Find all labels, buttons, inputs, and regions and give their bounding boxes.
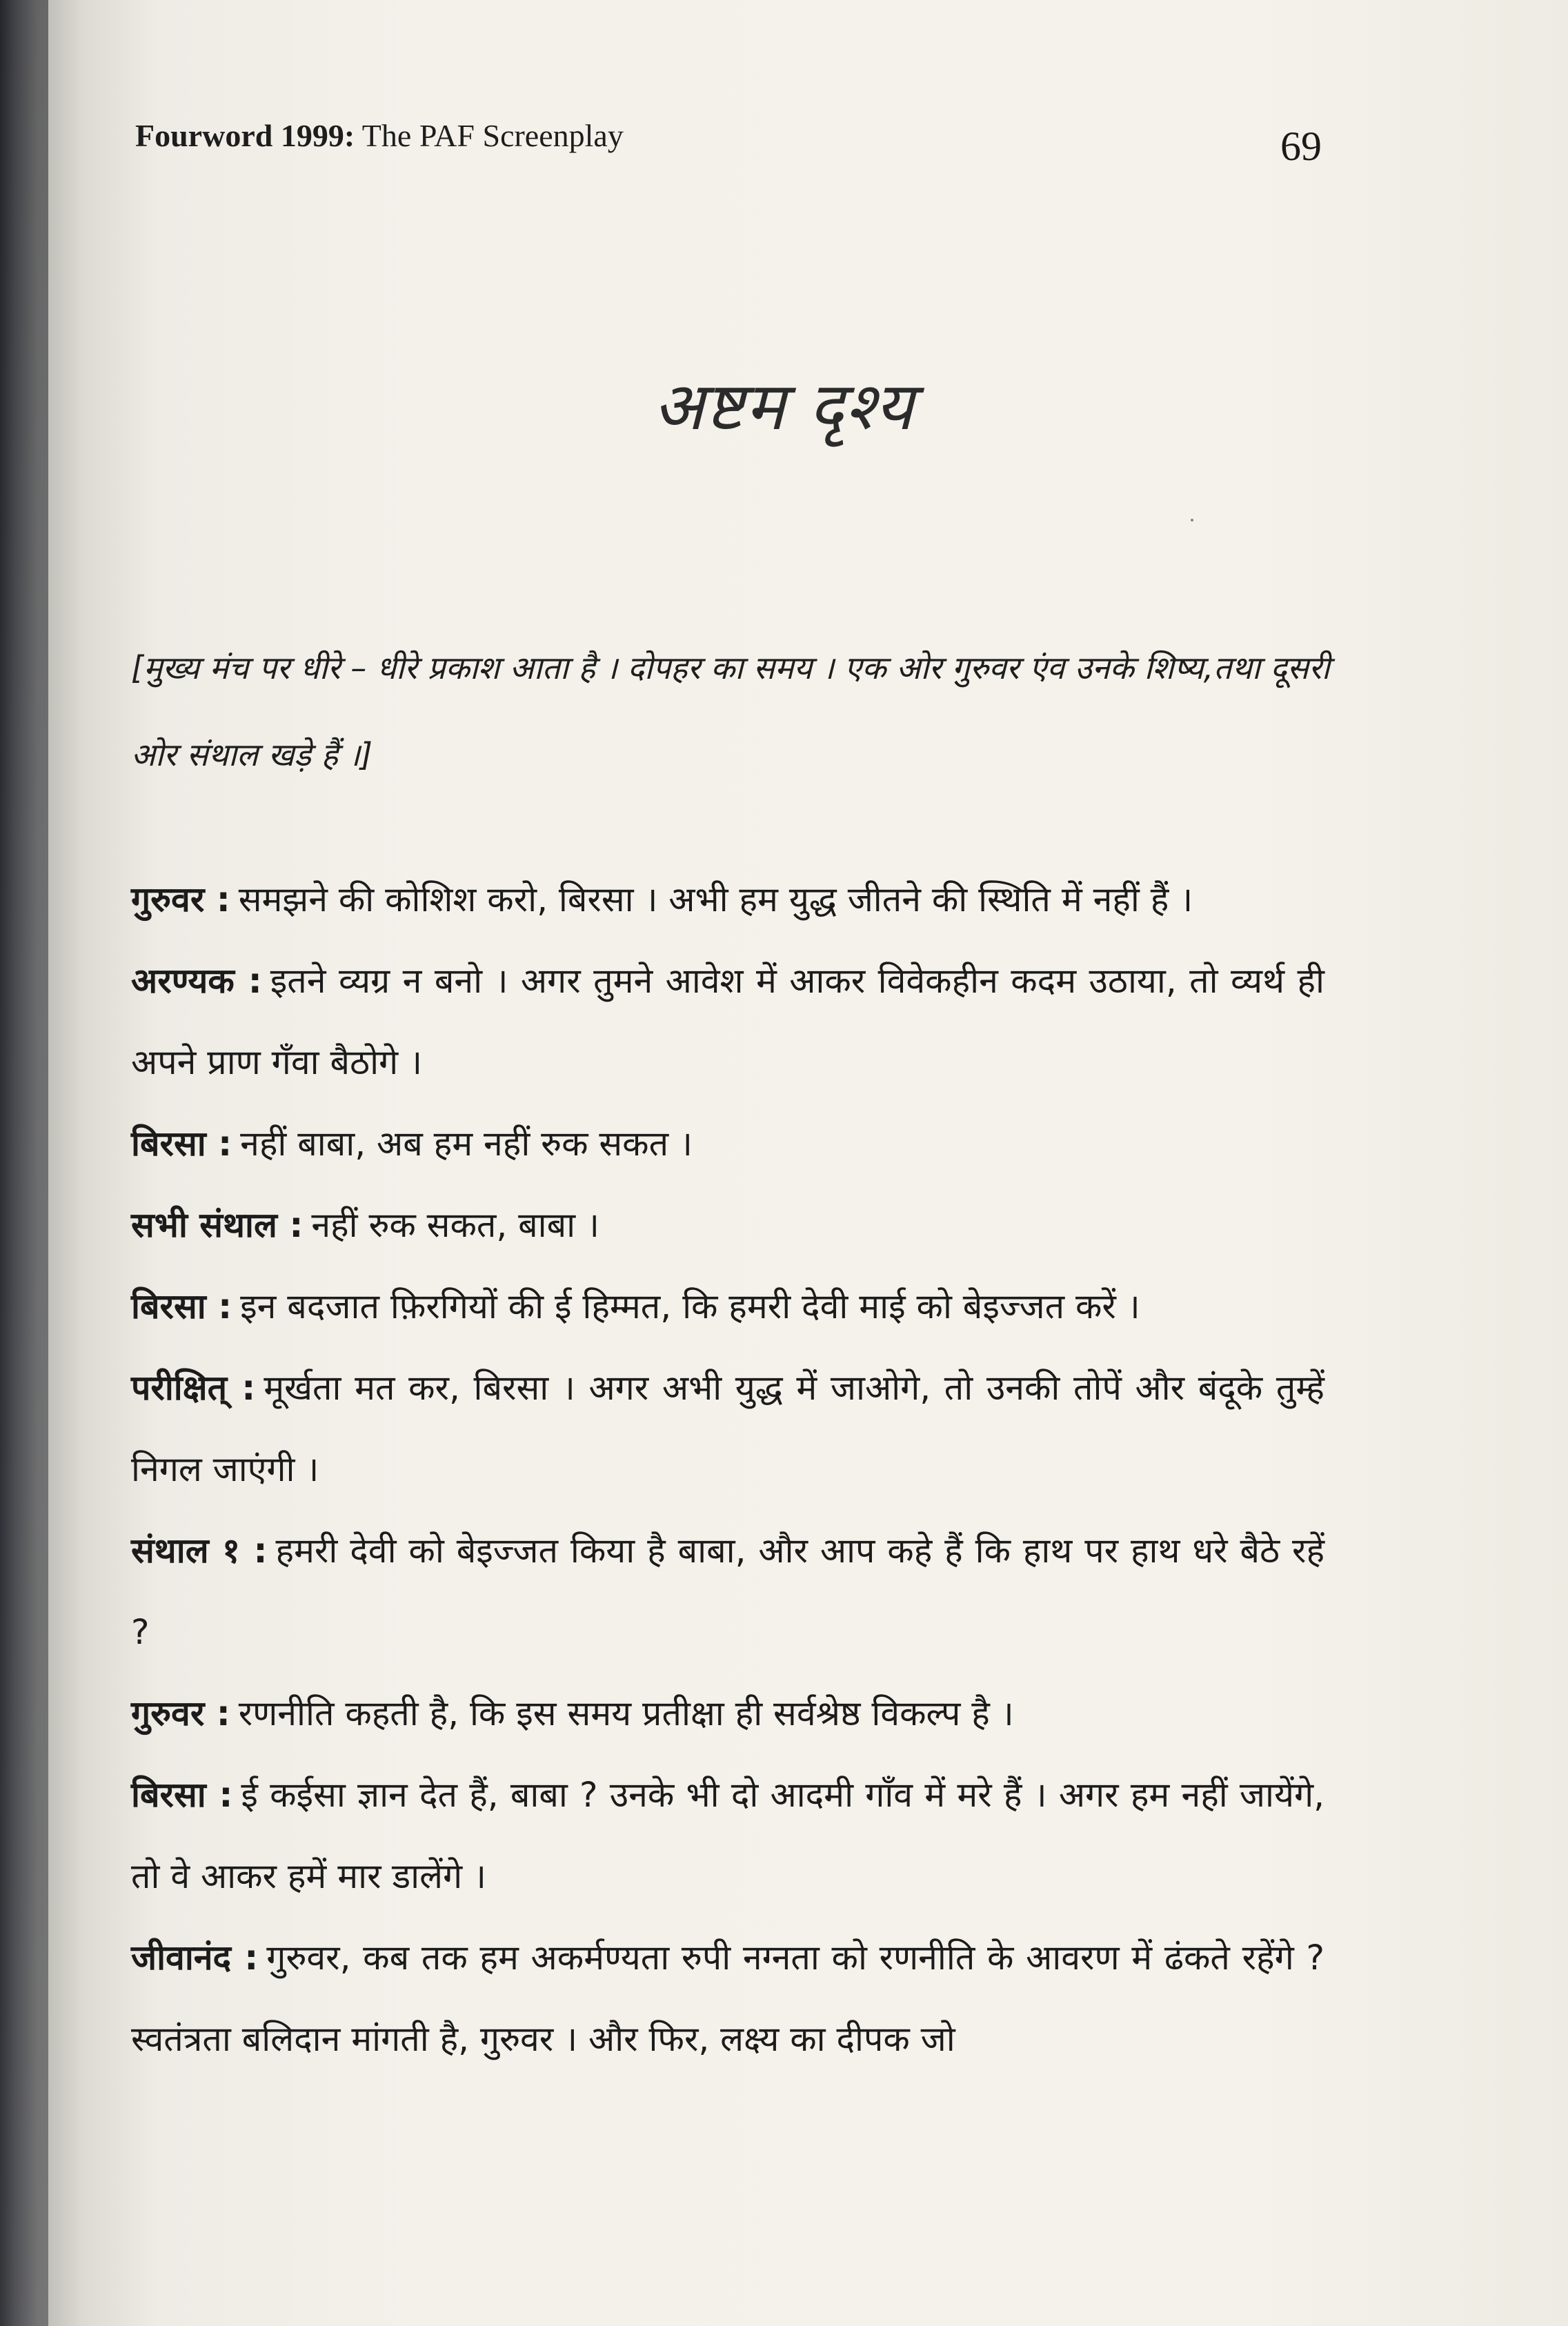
page-number: 69 bbox=[1280, 123, 1322, 169]
speech-text: मूर्खता मत कर, बिरसा । अगर अभी युद्ध में जाओगे, तो उनकी तोपें और बंदूके तुम्हें निगल जाएंगी । bbox=[131, 1368, 1324, 1489]
speaker-name: अरण्यक : bbox=[131, 961, 262, 1001]
dialogue-line bbox=[131, 1184, 1324, 1266]
speaker-name: बिरसा : bbox=[131, 1775, 233, 1815]
dialogue-line bbox=[131, 1103, 1324, 1184]
speaker-name: संथाल १ : bbox=[131, 1531, 268, 1571]
dialogue-line bbox=[131, 940, 1324, 1103]
dialogue-line bbox=[131, 1347, 1324, 1510]
speaker-name: बिरसा : bbox=[131, 1124, 232, 1164]
speech-text: समझने की कोशिश करो, बिरसा । अभी हम युद्ध जीतने की स्थिति में नहीं हैं । bbox=[238, 879, 1193, 920]
speaker-name: परीक्षित् : bbox=[131, 1368, 256, 1408]
speech-text: हमरी देवी को बेइज्जत किया है बाबा, और आप कहे हैं कि हाथ पर हाथ धरे बैठे रहें ? bbox=[131, 1531, 1324, 1652]
speech-text: इन बदजात फ़िरगियों की ई हिम्मत, कि हमरी देवी माई को बेइज्जत करें । bbox=[240, 1286, 1140, 1326]
dialogue-line bbox=[131, 1917, 1324, 2080]
running-head-rest: The PAF Screenplay bbox=[355, 118, 624, 153]
dialogue-line bbox=[131, 1673, 1324, 1754]
speech-text: रणनीति कहती है, कि इस समय प्रतीक्षा ही सर्वश्रेष्ठ विकल्प है । bbox=[238, 1693, 1014, 1733]
scene-title: अष्टम दृश्य bbox=[653, 368, 915, 445]
speech-text: नहीं बाबा, अब हम नहीं रुक सकत । bbox=[240, 1124, 693, 1164]
dialogue-block bbox=[131, 859, 1324, 2080]
stage-direction: [मुख्य मंच पर धीरे – धीरे प्रकाश आता है । दोपहर का समय । एक ओर गुरुवर एंव उनके शिष्य,तथा दूसरी ओर संथाल खड़े हैं ।] bbox=[131, 649, 1330, 773]
speech-text: नहीं रुक सकत, बाबा । bbox=[311, 1205, 599, 1245]
speech-text: इतने व्यग्र न बनो । अगर तुमने आवेश में आकर विवेकहीन कदम उठाया, तो व्यर्थ ही अपने प्राण गँवा बैठोगे । bbox=[131, 961, 1325, 1082]
speck bbox=[1191, 519, 1193, 521]
dialogue-line bbox=[131, 1754, 1324, 1917]
speech-text: ई कईसा ज्ञान देत हैं, बाबा ? उनके भी दो आदमी गाँव में मरे हैं । अगर हम नहीं जायेंगे, तो वे आकर हमें मार डालेंगे । bbox=[131, 1775, 1324, 1896]
running-head bbox=[135, 117, 624, 154]
speaker-name: गुरुवर : bbox=[131, 879, 230, 920]
book-spine-shadow bbox=[0, 0, 48, 2326]
speech-text: गुरुवर, कब तक हम अकर्मण्यता रुपी नग्नता को रणनीति के आवरण में ढंकते रहेंगे ? स्वतंत्रता बलिदान मांगती है, गुरुवर । और फिर, लक्ष्य का दीपक जो bbox=[131, 1938, 1324, 2059]
speaker-name: सभी संथाल : bbox=[131, 1205, 304, 1245]
dialogue-line bbox=[131, 859, 1324, 940]
dialogue-line bbox=[131, 1510, 1324, 1673]
running-head-bold: Fourword 1999: bbox=[135, 118, 355, 153]
dialogue-line bbox=[131, 1266, 1324, 1347]
speaker-name: बिरसा : bbox=[131, 1286, 232, 1326]
speaker-name: जीवानंद : bbox=[131, 1938, 259, 1978]
page-header bbox=[135, 117, 1322, 179]
speaker-name: गुरुवर : bbox=[131, 1693, 230, 1733]
